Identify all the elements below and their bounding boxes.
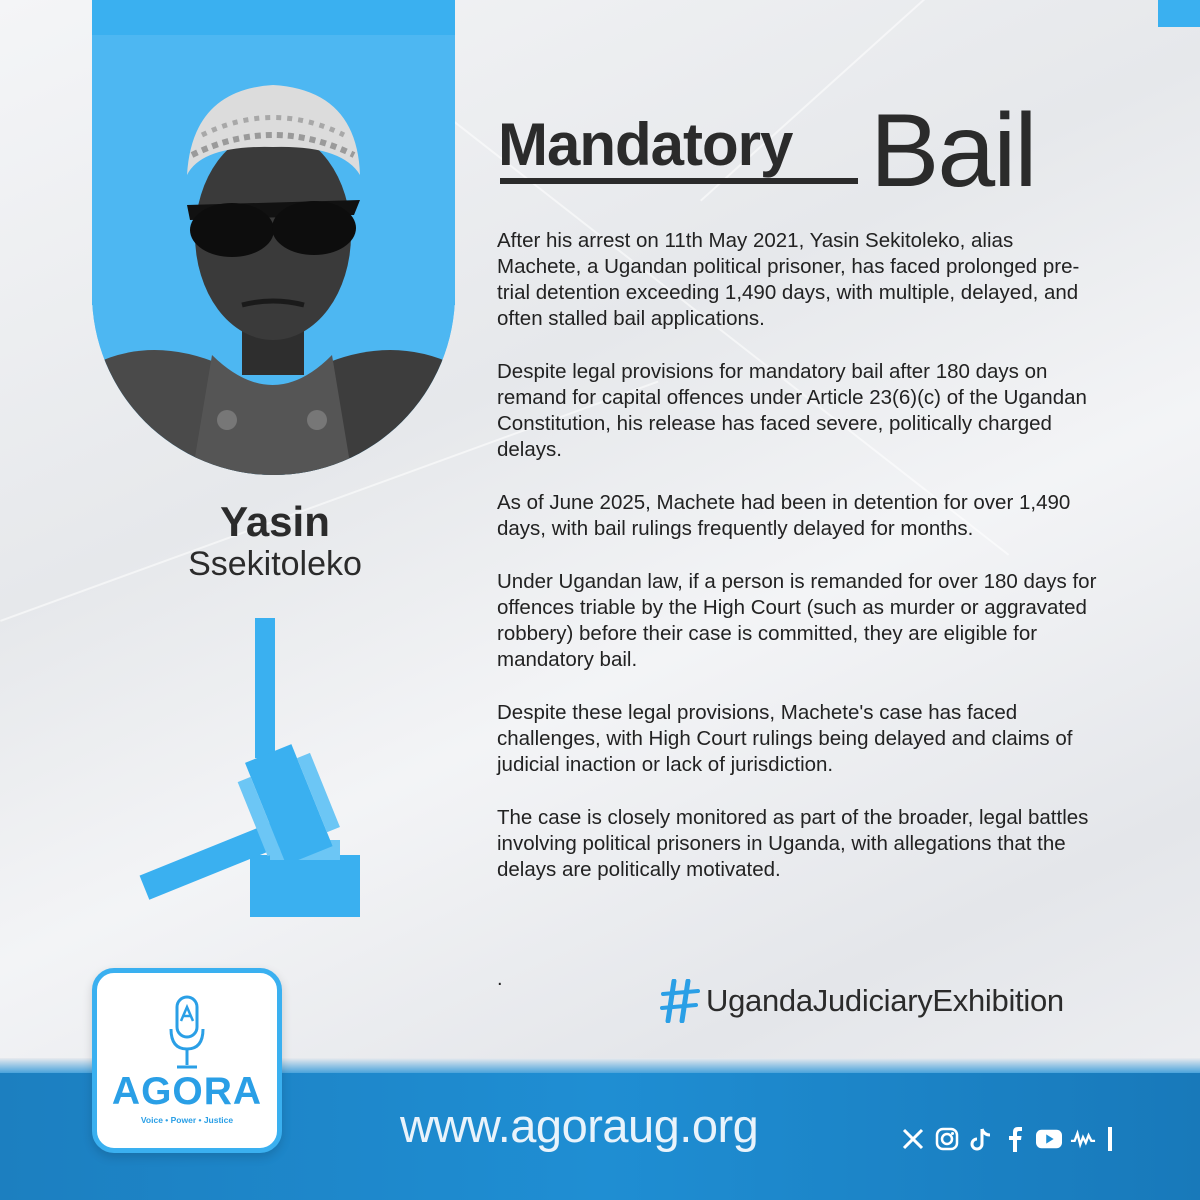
hashtag-text[interactable]: UgandaJudiciaryExhibition [706,983,1064,1018]
headline [498,93,1058,209]
tiktok-icon[interactable] [968,1126,994,1152]
paragraph: Despite legal provisions for mandatory bail after 180 days on remand for capital offences under Article 23(6)(c) of the Ugandan Constitution, his release has faced severe, politically charged delays. [497,360,1087,461]
person-first-name: Yasin [220,498,330,545]
divider-bar [1108,1127,1112,1151]
paragraph: As of June 2025, Machete had been in detention for over 1,490 days, with bail rulings frequently delayed for months. [497,491,1071,540]
person-last-name: Ssekitoleko [188,545,362,583]
paragraph: Despite these legal provisions, Machete's case has faced challenges, with High Court rulings being delayed and claims of judicial inaction or lack of jurisdiction. [497,701,1073,776]
headline-underline [500,178,858,184]
social-icons [900,1124,1112,1154]
audiomack-icon[interactable] [1070,1126,1096,1152]
x-icon[interactable] [900,1126,926,1152]
facebook-icon[interactable] [1002,1126,1028,1152]
headline-light: Bail [870,93,1036,209]
youtube-icon[interactable] [1036,1126,1062,1152]
website-link[interactable]: www.agoraug.org [400,1099,759,1152]
agora-logo[interactable] [92,968,282,1153]
microphone-icon [167,995,207,1073]
paragraph: After his arrest on 11th May 2021, Yasin Sekitoleko, alias Machete, a Ugandan political prisoner, has faced prolonged pre-trial detention exceeding 1,490 days, with multiple, delayed, and often stalled bail applications. [497,229,1080,330]
hashtag [660,977,1064,1025]
trailing-dot: . [497,968,503,990]
logo-tagline: Voice • Power • Justice [140,1115,234,1125]
instagram-icon[interactable] [934,1126,960,1152]
gavel-icon [0,0,460,960]
paragraph: The case is closely monitored as part of the broader, legal battles involving political prisoners in Uganda, with allegations that the delays are politically motivated. [497,806,1089,881]
headline-bold: Mandatory [498,111,793,178]
paragraph: Under Ugandan law, if a person is remanded for over 180 days for offences triable by the High Court (such as murder or aggravated robbery) before their case is committed, they are eligible for mandatory bail. [497,570,1097,671]
logo-wordmark: AGORA [111,1070,263,1113]
corner-accent [1158,0,1200,27]
article-body [497,228,1097,910]
hashtag-icon [660,979,700,1023]
